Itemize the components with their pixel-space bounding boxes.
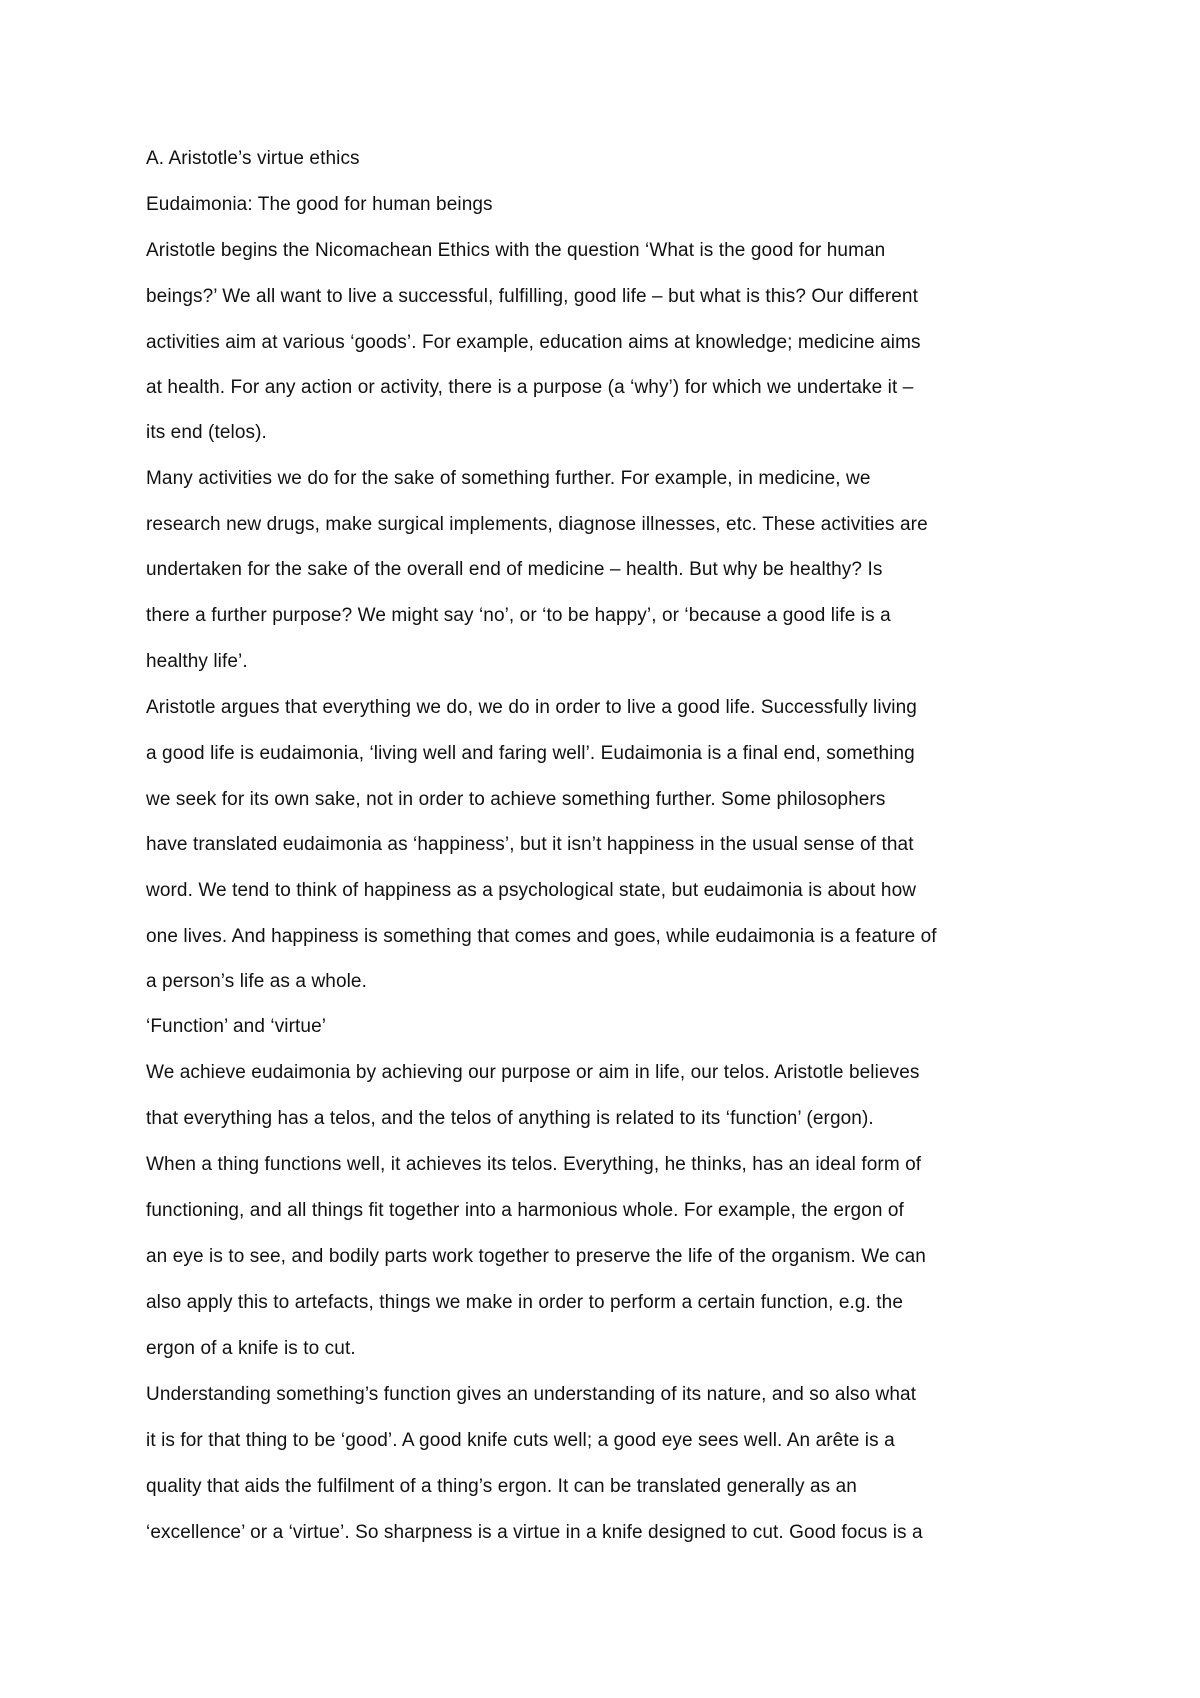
- subheading: ‘Function’ and ‘virtue’: [146, 1016, 327, 1037]
- text-line: a good life is eudaimonia, ‘living well and faring well’. Eudaimonia is a final end, something: [146, 743, 915, 764]
- text-line: we seek for its own sake, not in order to achieve something further. Some philosophers: [146, 789, 886, 810]
- text-line: a person’s life as a whole.: [146, 971, 367, 992]
- text-line: its end (telos).: [146, 422, 267, 443]
- text-line: undertaken for the sake of the overall end of medicine – health. But why be healthy? Is: [146, 559, 883, 580]
- text-line: ergon of a knife is to cut.: [146, 1338, 356, 1359]
- text-line: Many activities we do for the sake of something further. For example, in medicine, we: [146, 468, 871, 489]
- text-line: one lives. And happiness is something that comes and goes, while eudaimonia is a feature of: [146, 926, 937, 947]
- text-line: Aristotle begins the Nicomachean Ethics with the question ‘What is the good for human: [146, 240, 886, 261]
- text-line: activities aim at various ‘goods’. For example, education aims at knowledge; medicine aims: [146, 332, 921, 353]
- text-line: healthy life’.: [146, 651, 248, 672]
- text-line: have translated eudaimonia as ‘happiness’, but it isn’t happiness in the usual sense of that: [146, 834, 914, 855]
- text-line: an eye is to see, and bodily parts work together to preserve the life of the organism. We can: [146, 1246, 926, 1267]
- text-line: functioning, and all things fit together into a harmonious whole. For example, the ergon of: [146, 1200, 904, 1221]
- text-line: word. We tend to think of happiness as a psychological state, but eudaimonia is about how: [146, 880, 917, 901]
- text-line: ‘excellence’ or a ‘virtue’. So sharpness is a virtue in a knife designed to cut. Good focus is a: [146, 1522, 923, 1543]
- text-line: also apply this to artefacts, things we make in order to perform a certain function, e.g. the: [146, 1292, 904, 1313]
- text-line: Understanding something’s function gives an understanding of its nature, and so also what: [146, 1384, 917, 1405]
- text-line: it is for that thing to be ‘good’. A good knife cuts well; a good eye sees well. An arête is a: [146, 1430, 895, 1451]
- subheading: Eudaimonia: The good for human beings: [146, 194, 493, 215]
- text-line: research new drugs, make surgical implements, diagnose illnesses, etc. These activities are: [146, 514, 928, 535]
- text-line: that everything has a telos, and the telos of anything is related to its ‘function’ (ergon).: [146, 1108, 874, 1129]
- text-line: there a further purpose? We might say ‘no’, or ‘to be happy’, or ‘because a good life is a: [146, 605, 891, 626]
- section-heading: A. Aristotle’s virtue ethics: [146, 148, 360, 169]
- text-line: When a thing functions well, it achieves its telos. Everything, he thinks, has an ideal form of: [146, 1154, 922, 1175]
- text-line: beings?’ We all want to live a successful, fulfilling, good life – but what is this? Our different: [146, 286, 918, 307]
- text-line: quality that aids the fulfilment of a thing’s ergon. It can be translated generally as an: [146, 1476, 857, 1497]
- text-line: at health. For any action or activity, there is a purpose (a ‘why’) for which we undertake it –: [146, 377, 914, 398]
- text-line: We achieve eudaimonia by achieving our purpose or aim in life, our telos. Aristotle believes: [146, 1062, 920, 1083]
- text-line: Aristotle argues that everything we do, we do in order to live a good life. Successfully living: [146, 697, 917, 718]
